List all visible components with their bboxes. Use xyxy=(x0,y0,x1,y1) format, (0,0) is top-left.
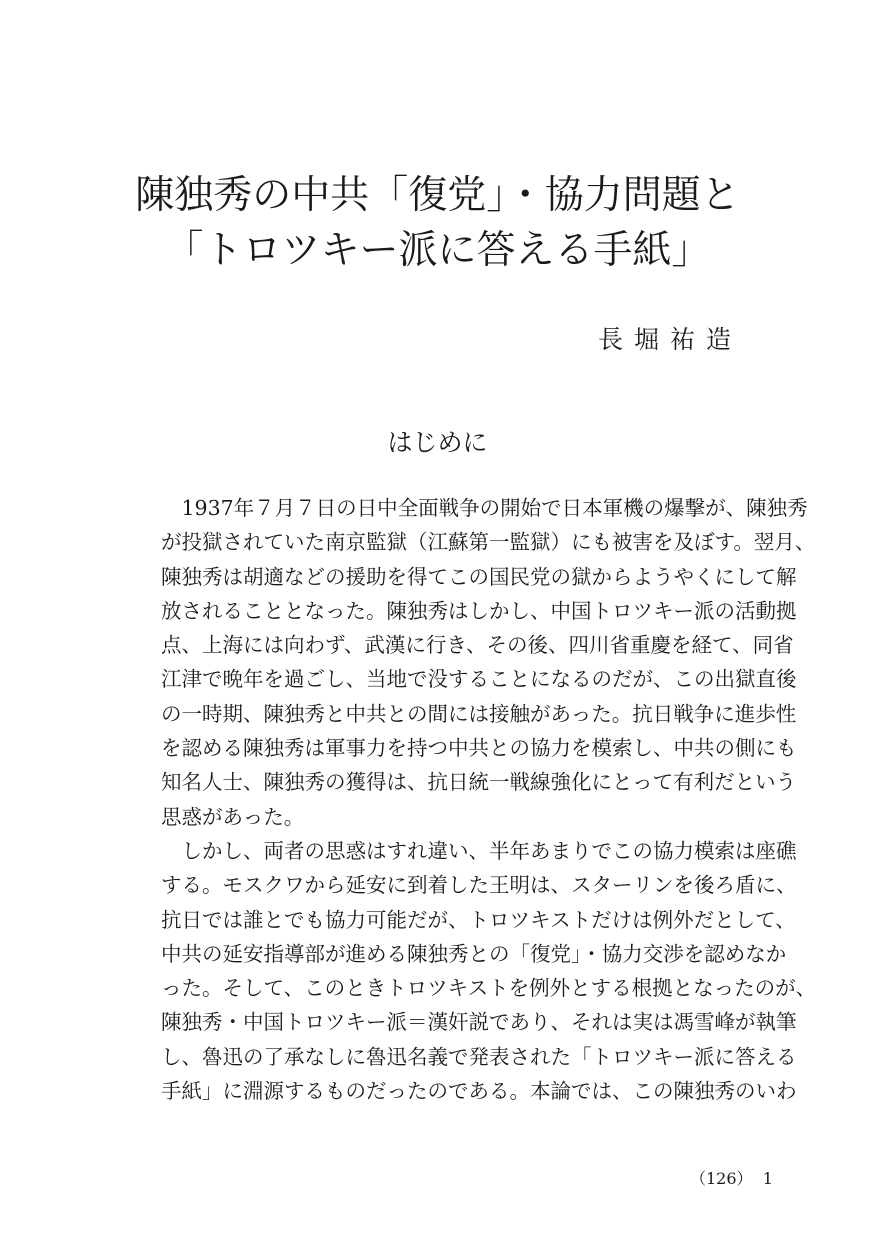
paper-title-line-1: 陳独秀の中共「復党」・協力問題と xyxy=(135,173,740,218)
section-heading: はじめに xyxy=(387,428,488,457)
body-line: 手紙」に淵源するものだったのである。本論では、この陳独秀のいわ xyxy=(161,1079,797,1104)
body-line: 思惑があった。 xyxy=(161,804,305,829)
body-line: の一時期、陳独秀と中共との間には接触があった。抗日戦争に進歩性 xyxy=(161,701,797,726)
body-line: 1937年７月７日の日中全面戦争の開始で日本軍機の爆撃が、陳独秀 xyxy=(161,496,808,520)
body-line: 江津で晩年を過ごし、当地で没することになるのだが、この出獄直後 xyxy=(161,667,797,692)
body-line: 陳独秀は胡適などの援助を得てこの国民党の獄からようやくにして解 xyxy=(161,564,797,589)
author-name: 長堀祐造 xyxy=(598,325,743,354)
page-label: （126） xyxy=(690,1169,753,1188)
body-text xyxy=(161,491,817,1108)
page-number: 1 xyxy=(762,1169,773,1188)
paper-title-line-2: 「トロツキー派に答える手紙」 xyxy=(164,228,711,273)
body-line: 中共の延安指導部が進める陳独秀との「復党」・協力交渉を認めなか xyxy=(161,941,787,966)
body-line: を認める陳独秀は軍事力を持つ中共との協力を模索し、中共の側にも xyxy=(161,736,797,761)
body-line: しかし、両者の思惑はすれ違い、半年あまりでこの協力模索は座礁 xyxy=(161,838,797,863)
body-line: が投獄されていた南京監獄（江蘇第一監獄）にも被害を及ぼす。翌月、 xyxy=(161,530,816,555)
page-footer xyxy=(690,1166,773,1189)
body-line: し、魯迅の了承なしに魯迅名義で発表された「トロツキー派に答える xyxy=(161,1044,797,1069)
body-line: する。モスクワから延安に到着した王明は、スターリンを後ろ盾に、 xyxy=(161,873,797,898)
body-line: 知名人士、陳独秀の獲得は、抗日統一戦線強化にとって有利だという xyxy=(161,770,797,795)
body-line: った。そして、このときトロツキストを例外とする根拠となったのが、 xyxy=(161,976,817,1001)
body-line: 放されることとなった。陳独秀はしかし、中国トロツキー派の活動拠 xyxy=(161,598,797,623)
body-line: 陳独秀・中国トロツキー派＝漢奸説であり、それは実は馮雪峰が執筆 xyxy=(161,1010,797,1035)
body-line: 点、上海には向わず、武漢に行き、その後、四川省重慶を経て、同省 xyxy=(161,633,794,658)
body-line: 抗日では誰とでも協力可能だが、トロツキストだけは例外だとして、 xyxy=(161,907,796,932)
